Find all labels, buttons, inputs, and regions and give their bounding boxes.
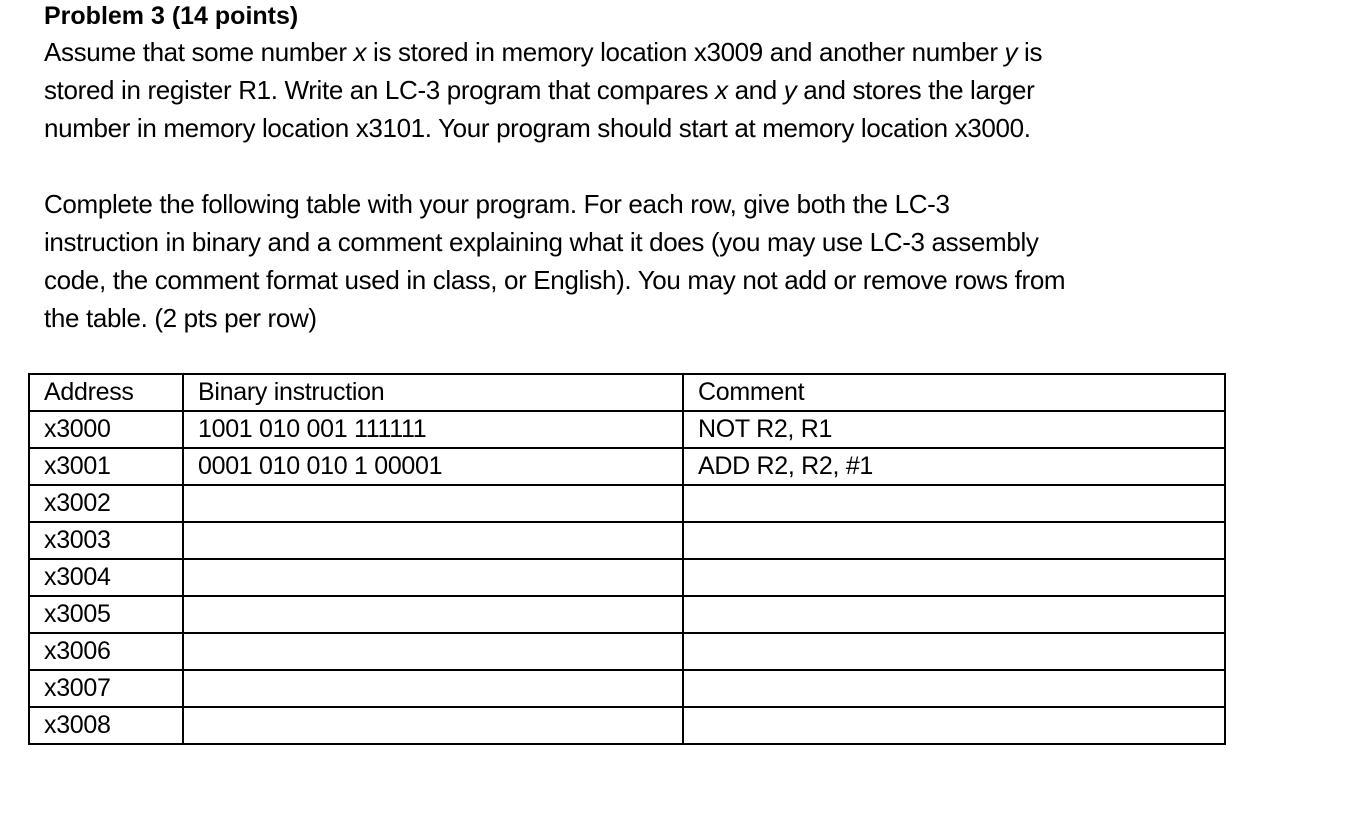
comment-cell[interactable]: NOT R2, R1 xyxy=(683,411,1225,448)
comment-cell[interactable] xyxy=(683,670,1225,707)
header-address: Address xyxy=(29,374,183,411)
comment-cell[interactable] xyxy=(683,559,1225,596)
problem-statement xyxy=(44,33,1042,147)
problem-title: Problem 3 (14 points) xyxy=(44,2,299,30)
instructions-line-3: code, the comment format used in class, or English). You may not add or remove rows from xyxy=(44,265,1066,295)
binary-instruction-cell[interactable] xyxy=(183,559,683,596)
comment-cell[interactable] xyxy=(683,596,1225,633)
table-row xyxy=(29,522,1225,559)
binary-instruction-cell[interactable] xyxy=(183,596,683,633)
table-row xyxy=(29,485,1225,522)
address-cell: x3005 xyxy=(29,596,183,633)
binary-instruction-cell[interactable] xyxy=(183,485,683,522)
problem-statement-line-1: Assume that some number x is stored in memory location x3009 and another number y is xyxy=(44,37,1043,67)
comment-cell[interactable] xyxy=(683,485,1225,522)
address-cell: x3008 xyxy=(29,707,183,744)
address-cell: x3007 xyxy=(29,670,183,707)
address-cell: x3002 xyxy=(29,485,183,522)
header-comment: Comment xyxy=(683,374,1225,411)
table-row xyxy=(29,596,1225,633)
address-cell: x3001 xyxy=(29,448,183,485)
binary-instruction-cell[interactable] xyxy=(183,633,683,670)
comment-cell[interactable] xyxy=(683,522,1225,559)
comment-cell[interactable]: ADD R2, R2, #1 xyxy=(683,448,1225,485)
table-header-row xyxy=(29,374,1225,411)
address-cell: x3003 xyxy=(29,522,183,559)
table-row xyxy=(29,411,1225,448)
header-binary-instruction: Binary instruction xyxy=(183,374,683,411)
variable-y: y xyxy=(1004,37,1018,67)
variable-y: y xyxy=(783,75,797,105)
table-row xyxy=(29,559,1225,596)
table-row xyxy=(29,707,1225,744)
table-row xyxy=(29,633,1225,670)
binary-instruction-cell[interactable]: 1001 010 001 111111 xyxy=(183,411,683,448)
binary-instruction-cell[interactable]: 0001 010 010 1 00001 xyxy=(183,448,683,485)
instructions xyxy=(44,185,1065,337)
problem-statement-line-2: stored in register R1. Write an LC-3 program that compares x and y and stores the larger xyxy=(44,75,1035,105)
variable-x: x xyxy=(353,37,367,67)
instructions-line-4: the table. (2 pts per row) xyxy=(44,303,317,333)
address-cell: x3004 xyxy=(29,559,183,596)
problem-statement-line-3: number in memory location x3101. Your program should start at memory location x3000. xyxy=(44,113,1031,143)
variable-x: x xyxy=(715,75,728,105)
binary-instruction-cell[interactable] xyxy=(183,522,683,559)
table-row xyxy=(29,448,1225,485)
comment-cell[interactable] xyxy=(683,633,1225,670)
binary-instruction-cell[interactable] xyxy=(183,670,683,707)
instructions-line-1: Complete the following table with your program. For each row, give both the LC-3 xyxy=(44,189,950,219)
binary-instruction-cell[interactable] xyxy=(183,707,683,744)
comment-cell[interactable] xyxy=(683,707,1225,744)
program-table xyxy=(28,373,1226,745)
address-cell: x3000 xyxy=(29,411,183,448)
instructions-line-2: instruction in binary and a comment explaining what it does (you may use LC-3 assembly xyxy=(44,227,1039,257)
address-cell: x3006 xyxy=(29,633,183,670)
table-row xyxy=(29,670,1225,707)
